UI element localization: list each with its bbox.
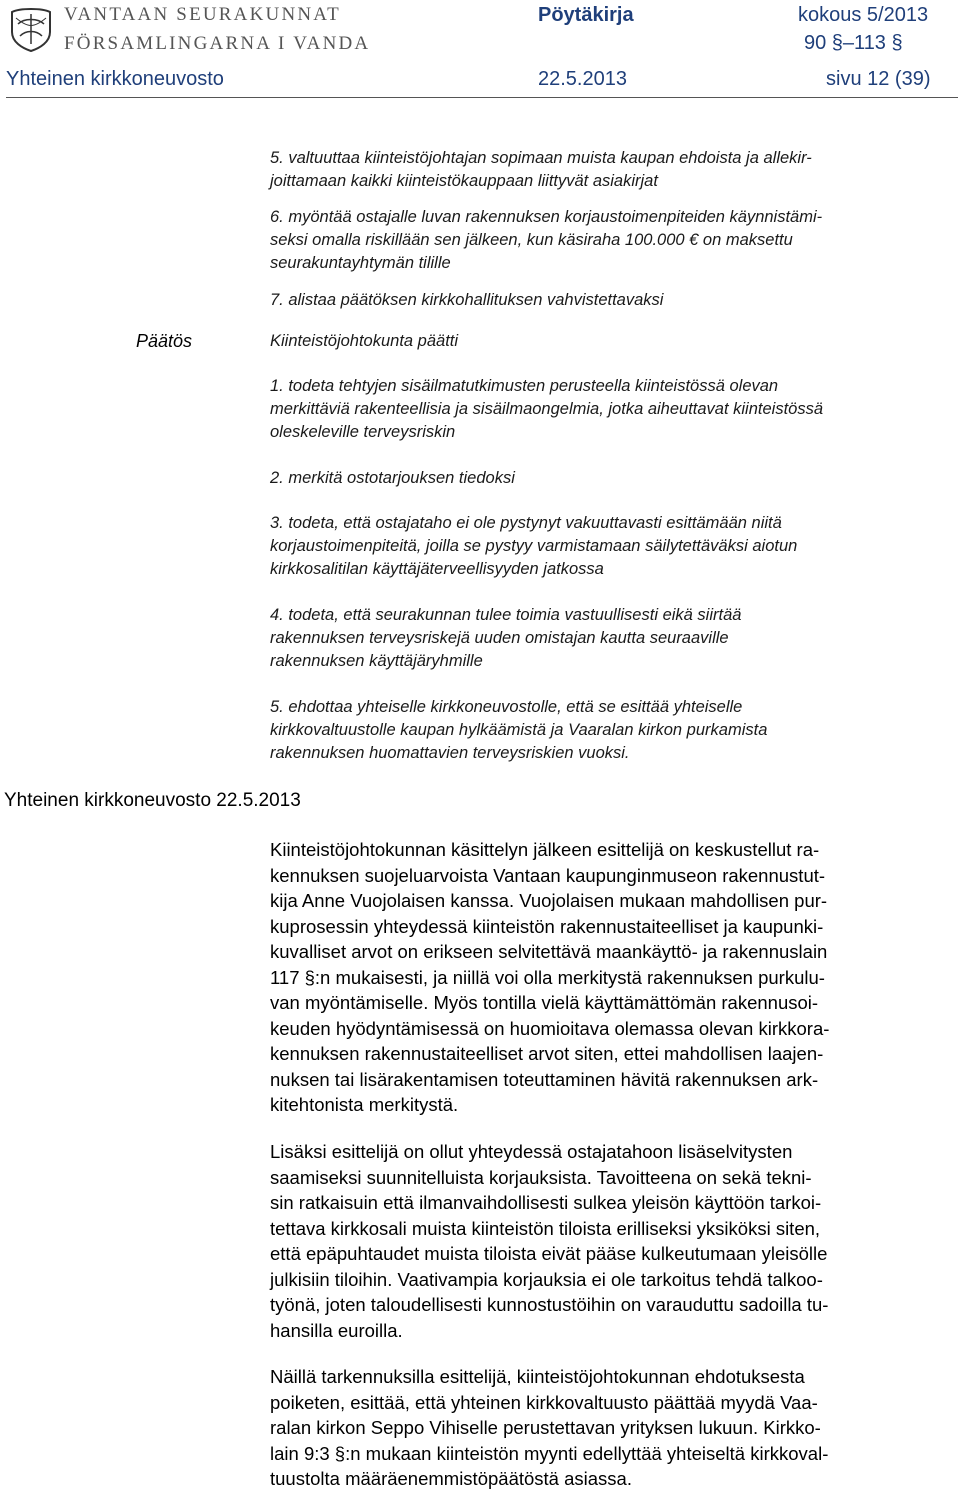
- church-logo-icon: [6, 4, 56, 54]
- list-item: 3. todeta, että ostajataho ei ole pystynyt vakuuttavasti esittämään niitä korjaustoimenpiteitä, joilla se pystyy varmistamaan säilytettäväksi aiotun kirkkosalitilan käyttäjäterveellisyyden jatkossa: [270, 514, 798, 578]
- org-name-swedish: FÖRSAMLINGARNA I VANDA: [64, 33, 371, 54]
- list-item: 5. valtuuttaa kiinteistöjohtajan sopimaan muista kaupan ehdoista ja allekir- joittamaan kaikki kiinteistökauppaan liittyvät asiakirjat: [270, 149, 812, 190]
- paragraph: Näillä tarkennuksilla esittelijä, kiinteistöjohtokunnan ehdotuksesta poiketen, esittää, että yhteinen kirkkovaltuusto päättää myydä Vaa- ralan kirkon Seppo Vihiselle perustettavan yrityksen lukuun. Kirkko- lain 9:3 §:n mukaan kiinteistön myynti edellyttää yhteiseltä kirkkoval- tuustolta määräenemmistöpäätöstä asiassa.: [270, 1366, 829, 1489]
- list-item: 5. ehdottaa yhteiselle kirkkoneuvostolle, että se esittää yhteiselle kirkkovaltuustolle kaupan hylkäämistä ja Vaaralan kirkon purkamista rakennuksen huomattavien terveysriskien vuoksi.: [270, 698, 768, 762]
- document-type: Pöytäkirja: [538, 4, 634, 26]
- header-date: 22.5.2013: [538, 68, 627, 90]
- paragraph: Lisäksi esittelijä on ollut yhteydessä ostajatahoon lisäselvitysten saamiseksi suunnitelluista korjauksista. Tavoitteena on sekä tekni- sin ratkaisuin että ilmanvaihdollisesti sulkea yleisön käyttöön tarkoi- tettava kirkkosali muista kiinteistön tiloista erilliseksi yksiköksi siten, että epäpuhtaudet muista tiloista eivät pääse kulkeutumaan yleisölle julkisiin tiloihin. Vaativampia korjauksia ei ole tarkoitus tehdä talkoo- työnä, joten taloudellisesti kunnostustöihin on varauduttu sadoilla tu- hansilla euroilla.: [270, 1141, 829, 1341]
- list-item: 4. todeta, että seurakunnan tulee toimia vastuullisesti eikä siirtää rakennuksen terveysriskejä uuden omistajan kautta seuraaville rakennuksen käyttäjäryhmille: [270, 606, 742, 670]
- decision-intro: Kiinteistöjohtokunta päätti: [270, 332, 459, 350]
- header-body-name: Yhteinen kirkkoneuvosto: [6, 68, 224, 90]
- list-item: 6. myöntää ostajalle luvan rakennuksen korjaustoimenpiteiden käynnistämi- seksi omalla riskillään sen jälkeen, kun käsiraha 100.000 € on maksettu seurakuntayhtymän tilille: [270, 208, 823, 272]
- page-number: sivu 12 (39): [826, 68, 931, 90]
- meeting-number: kokous 5/2013: [798, 4, 929, 26]
- list-item: 1. todeta tehtyjen sisäilmatutkimusten perusteella kiinteistössä olevan merkittäviä rakenteellisia ja sisäilmaongelmia, jotka aiheuttavat kiinteistössä oleskeleville terveysriskin: [270, 377, 824, 441]
- decision-label: Päätös: [136, 331, 193, 351]
- list-item: 7. alistaa päätöksen kirkkohallituksen vahvistettavaksi: [270, 291, 664, 309]
- council-date-label: Yhteinen kirkkoneuvosto 22.5.2013: [4, 790, 301, 811]
- list-item: 2. merkitä ostotarjouksen tiedoksi: [270, 469, 515, 487]
- section-range: 90 §–113 §: [804, 32, 903, 54]
- org-name-finnish: VANTAAN SEURAKUNNAT: [64, 4, 341, 25]
- header-divider: [6, 97, 958, 98]
- paragraph: Kiinteistöjohtokunnan käsittelyn jälkeen esittelijä on keskustellut ra- kennuksen suojeluarvoista Vantaan kaupunginmuseon rakennustut- kija Anne Vuojolaisen kanssa. Vuojolaisen mukaan mahdollisen pur- kuprosessin yhteydessä kiinteistön rakennustaiteelliset ja kaupunki- kuvalliset arvot on erikseen selvitettävä maankäyttö- ja rakennuslain 117 §:n mukaisesti, ja niillä voi olla merkitystä rakennuksen purkulu- van myöntämiselle. Myös tontilla vielä käyttämättömän rakennusoi- keuden hyödyntämisessä on huomioitava olemassa olevan kirkkora- kennuksen rakennustaiteelliset arvot siten, ettei mahdollisen laajen- nuksen tai lisärakentamisen toteuttaminen hävitä rakennuksen ark- kitehtonista merkitystä.: [270, 839, 830, 1115]
